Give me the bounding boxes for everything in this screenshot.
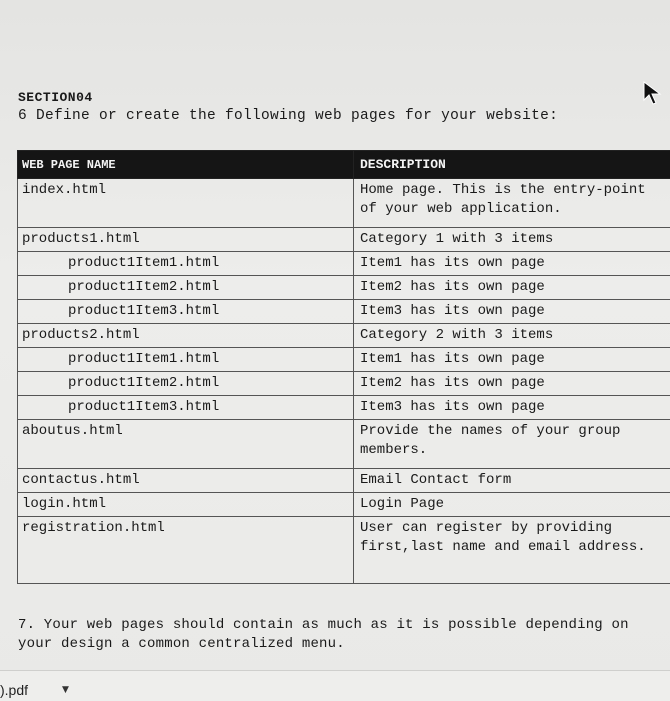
table-row — [18, 517, 670, 584]
page-description: Item2 has its own page — [354, 372, 670, 396]
pdf-file-label[interactable]: ).pdf — [0, 682, 28, 698]
table-row — [18, 396, 670, 420]
table-row — [18, 469, 670, 493]
header-web-page-name: WEB PAGE NAME — [18, 151, 354, 179]
page-description: Item3 has its own page — [354, 396, 670, 420]
page-name: products1.html — [18, 228, 354, 252]
page-name: product1Item1.html — [18, 348, 354, 372]
table-row — [18, 276, 670, 300]
page-name: login.html — [18, 493, 354, 517]
page-description: Item2 has its own page — [354, 276, 670, 300]
page-description: Login Page — [354, 493, 670, 517]
page-name: product1Item3.html — [18, 396, 354, 420]
header-description: DESCRIPTION — [354, 151, 670, 179]
intro-text: 6 Define or create the following web pages for your website: — [18, 108, 558, 124]
table-row — [18, 179, 670, 228]
page-name: products2.html — [18, 324, 354, 348]
page-name: contactus.html — [18, 469, 354, 493]
page-description: Category 2 with 3 items — [354, 324, 670, 348]
table-row — [18, 324, 670, 348]
table-row — [18, 420, 670, 469]
mouse-cursor-icon — [640, 80, 666, 106]
page-name: aboutus.html — [18, 420, 354, 469]
question-7-text: 7. Your web pages should contain as much as it is possible depending on your design a common centralized menu. — [18, 616, 668, 654]
page-description: Home page. This is the entry-point of your web application. — [354, 179, 670, 228]
table-row — [18, 228, 670, 252]
page-description: Provide the names of your group members. — [354, 420, 670, 469]
page-name: product1Item3.html — [18, 300, 354, 324]
web-pages-table — [17, 150, 670, 584]
download-bar — [0, 670, 670, 701]
table-header-row — [18, 151, 670, 179]
section-title: SECTION04 — [18, 90, 93, 105]
table-row — [18, 252, 670, 276]
page-description: Email Contact form — [354, 469, 670, 493]
page-name: product1Item2.html — [18, 276, 354, 300]
table-row — [18, 348, 670, 372]
page-description: User can register by providing first,last name and email address. — [354, 517, 670, 584]
page-name: product1Item1.html — [18, 252, 354, 276]
page-name: registration.html — [18, 517, 354, 584]
table-row — [18, 372, 670, 396]
page-description: Item1 has its own page — [354, 252, 670, 276]
page-description: Category 1 with 3 items — [354, 228, 670, 252]
table-row — [18, 300, 670, 324]
page-name: index.html — [18, 179, 354, 228]
chevron-down-icon[interactable]: ▼ — [62, 685, 69, 695]
page-description: Item3 has its own page — [354, 300, 670, 324]
page-description: Item1 has its own page — [354, 348, 670, 372]
table-row — [18, 493, 670, 517]
page-name: product1Item2.html — [18, 372, 354, 396]
